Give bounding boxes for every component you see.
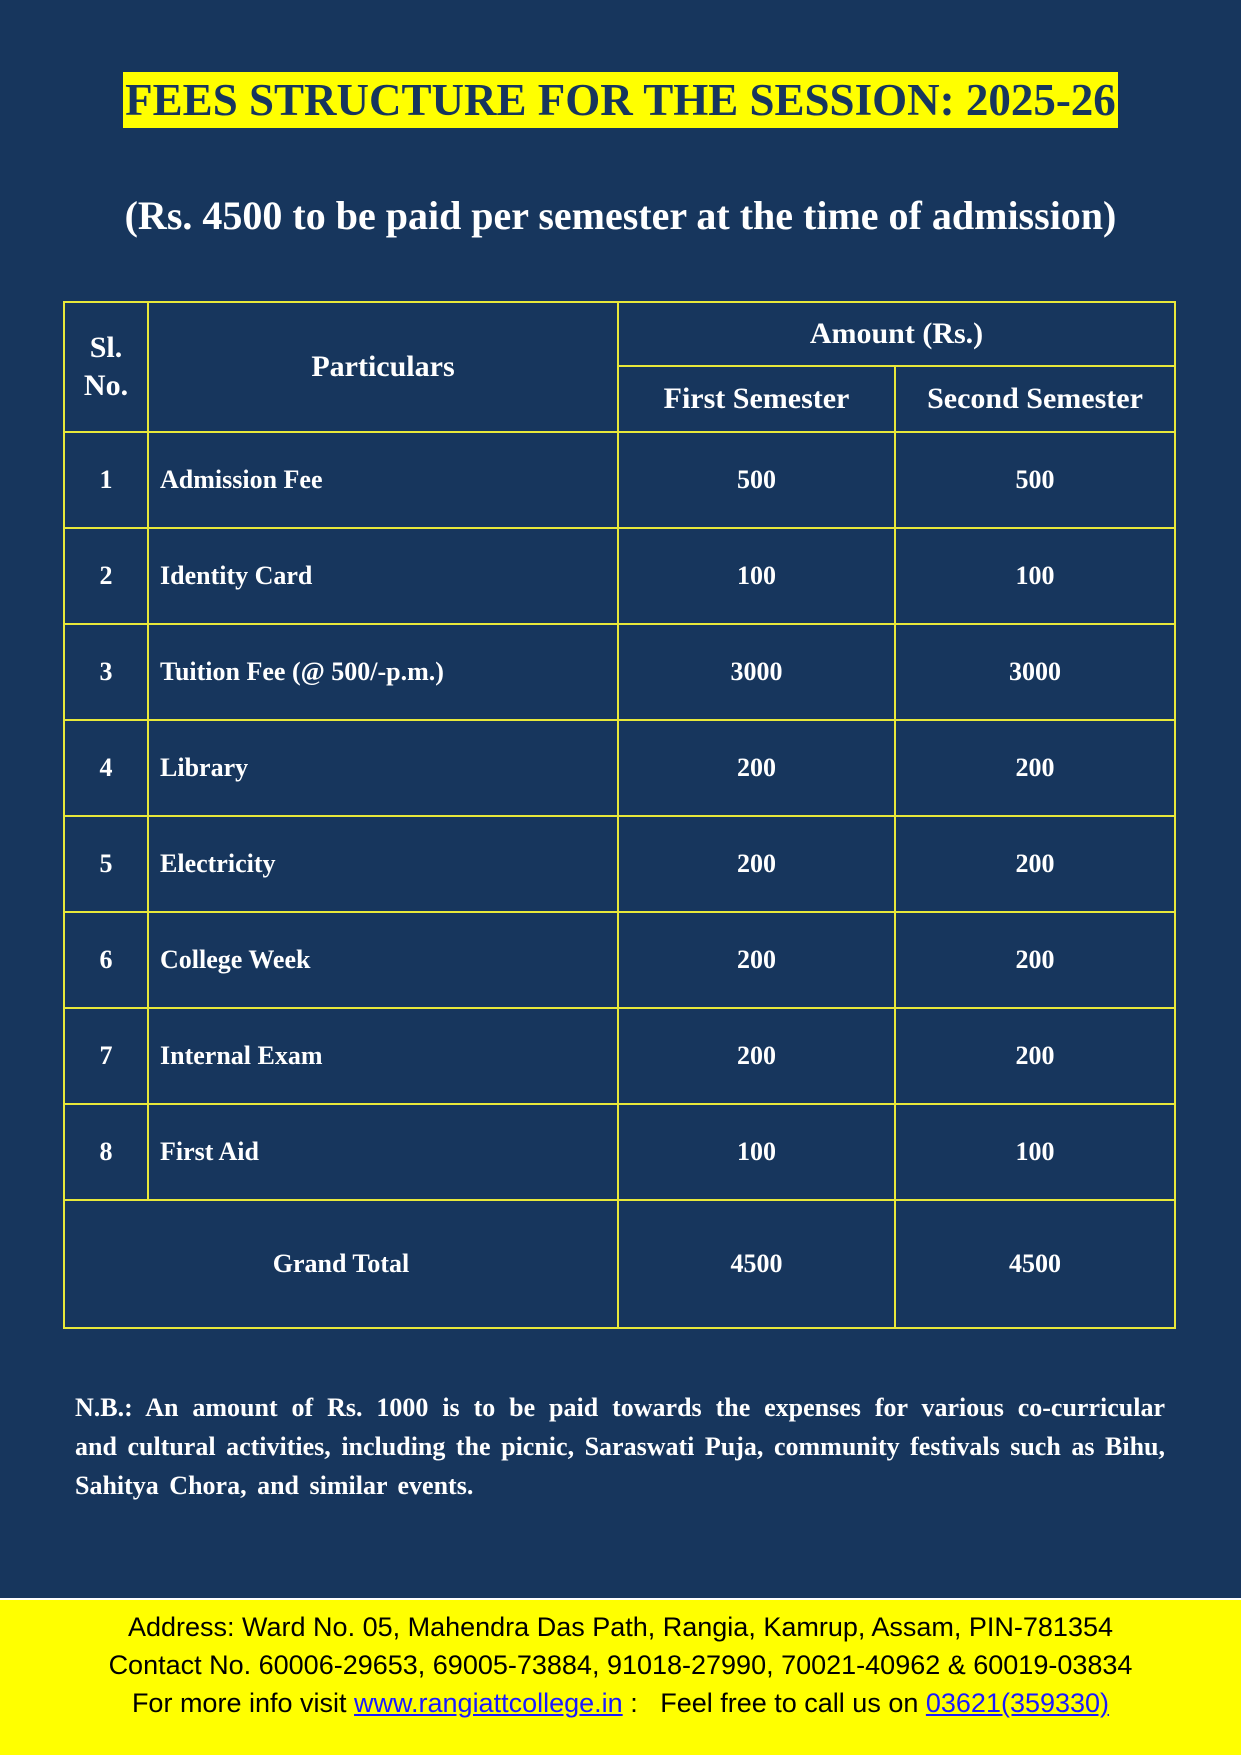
- website-link[interactable]: www.rangiattcollege.in: [354, 1688, 623, 1718]
- sl-no-header: [64, 302, 148, 432]
- fees-table: [63, 301, 1176, 1329]
- phone-link[interactable]: 03621(359330): [925, 1688, 1110, 1718]
- table-row: [64, 912, 1175, 1008]
- grand-total-label: Grand Total: [64, 1200, 618, 1328]
- row-sl: 4: [64, 720, 148, 816]
- row-particular: Admission Fee: [148, 432, 618, 528]
- footer-banner: [0, 1598, 1241, 1755]
- call-text: Feel free to call us on: [660, 1688, 919, 1718]
- first-semester-header: First Semester: [618, 366, 895, 432]
- row-first-amount: 200: [618, 816, 895, 912]
- table-row: [64, 816, 1175, 912]
- row-sl: 5: [64, 816, 148, 912]
- row-second-amount: 500: [895, 432, 1175, 528]
- footer-info-line: [0, 1684, 1241, 1722]
- info-separator: :: [630, 1688, 638, 1718]
- table-row: [64, 528, 1175, 624]
- sl-header-line2: No.: [83, 369, 129, 402]
- row-sl: 3: [64, 624, 148, 720]
- row-first-amount: 100: [618, 1104, 895, 1200]
- grand-total-second: 4500: [895, 1200, 1175, 1328]
- row-particular: Internal Exam: [148, 1008, 618, 1104]
- row-particular: Electricity: [148, 816, 618, 912]
- footer-address: Address: Ward No. 05, Mahendra Das Path, Rangia, Kamrup, Assam, PIN-781354: [128, 1612, 1113, 1642]
- row-particular: Library: [148, 720, 618, 816]
- page-subtitle: (Rs. 4500 to be paid per semester at the time of admission): [124, 193, 1117, 238]
- row-second-amount: 200: [895, 720, 1175, 816]
- row-particular: Tuition Fee (@ 500/-p.m.): [148, 624, 618, 720]
- particulars-header: Particulars: [148, 302, 618, 432]
- row-sl: 8: [64, 1104, 148, 1200]
- row-first-amount: 200: [618, 1008, 895, 1104]
- row-first-amount: 100: [618, 528, 895, 624]
- row-particular: College Week: [148, 912, 618, 1008]
- row-second-amount: 100: [895, 528, 1175, 624]
- footer-contact: Contact No. 60006-29653, 69005-73884, 91018-27990, 70021-40962 & 60019-03834: [108, 1650, 1133, 1680]
- row-first-amount: 3000: [618, 624, 895, 720]
- row-particular: Identity Card: [148, 528, 618, 624]
- table-row: [64, 432, 1175, 528]
- note-paragraph: N.B.: An amount of Rs. 1000 is to be paid towards the expenses for various co-curricular and cultural activities, including the picnic, Saraswati Puja, community festivals such as Bihu, Sahitya Chora, and similar events.: [75, 1393, 1165, 1500]
- row-sl: 1: [64, 432, 148, 528]
- table-row: [64, 624, 1175, 720]
- table-row: [64, 720, 1175, 816]
- row-first-amount: 200: [618, 720, 895, 816]
- amount-header: Amount (Rs.): [618, 302, 1175, 366]
- row-second-amount: 200: [895, 912, 1175, 1008]
- second-semester-header: Second Semester: [895, 366, 1175, 432]
- sl-header-line1: Sl.: [89, 331, 123, 364]
- row-second-amount: 100: [895, 1104, 1175, 1200]
- grand-total-first: 4500: [618, 1200, 895, 1328]
- info-prefix: For more info visit: [131, 1688, 347, 1718]
- page-title: FEES STRUCTURE FOR THE SESSION: 2025-26: [123, 72, 1118, 128]
- row-sl: 7: [64, 1008, 148, 1104]
- row-second-amount: 200: [895, 1008, 1175, 1104]
- title-container: [0, 72, 1241, 128]
- table-row: [64, 1104, 1175, 1200]
- row-sl: 6: [64, 912, 148, 1008]
- table-row: [64, 1008, 1175, 1104]
- row-first-amount: 500: [618, 432, 895, 528]
- table-header-row: [64, 302, 1175, 366]
- row-first-amount: 200: [618, 912, 895, 1008]
- row-second-amount: 200: [895, 816, 1175, 912]
- row-sl: 2: [64, 528, 148, 624]
- row-second-amount: 3000: [895, 624, 1175, 720]
- row-particular: First Aid: [148, 1104, 618, 1200]
- grand-total-row: [64, 1200, 1175, 1328]
